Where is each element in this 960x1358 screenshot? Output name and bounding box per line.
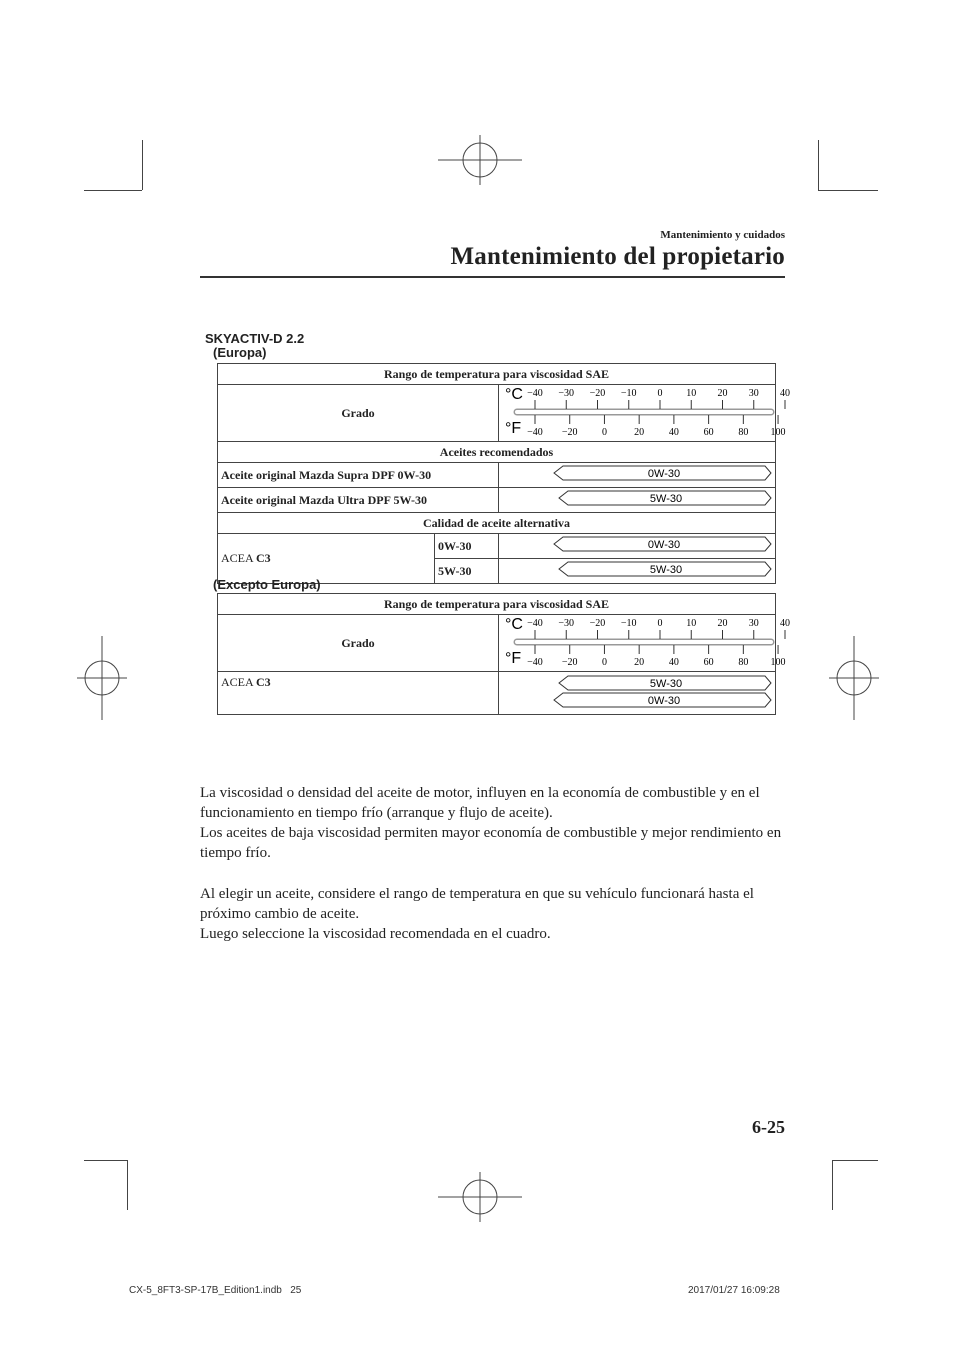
svg-text:0W-30: 0W-30 <box>647 539 681 551</box>
celsius-unit: °C <box>505 386 523 403</box>
temperature-scale <box>499 615 790 668</box>
registration-mark-left <box>77 636 127 720</box>
viscosity-range-cell <box>499 463 776 488</box>
section-label: Mantenimiento y cuidados <box>660 229 785 241</box>
acea-class: C3 <box>256 551 271 565</box>
viscosity-range-cell <box>499 672 776 715</box>
paragraph: Al elegir un aceite, considere el rango de temperatura en que su vehículo funcionará hasta el próximo cambio de aceite. <box>200 886 754 922</box>
viscosity-range-bar <box>499 534 775 554</box>
registration-mark-bottom <box>438 1172 522 1222</box>
viscosity-range-cell <box>499 488 776 513</box>
grade-label: Grado <box>218 615 499 672</box>
fahrenheit-tick-label: 20 <box>634 657 645 668</box>
alt-grade-label: 5W-30 <box>435 559 499 584</box>
temperature-scale-cell <box>499 385 790 442</box>
celsius-tick-label: 30 <box>748 618 759 629</box>
page-title: Mantenimiento del propietario <box>450 243 785 270</box>
engine-label: SKYACTIV-D 2.2 <box>205 331 305 346</box>
paragraph: Los aceites de baja viscosidad permiten mayor economía de combustible y mejor rendimiento en tiempo frío. <box>200 825 782 861</box>
fahrenheit-tick-label: 100 <box>770 427 786 438</box>
celsius-tick-label: 10 <box>686 618 697 629</box>
page-number: 6-25 <box>752 1117 785 1137</box>
table-row-label: Aceite original Mazda Ultra DPF 5W-30 <box>218 488 499 513</box>
celsius-tick-label: −10 <box>620 618 637 629</box>
svg-text:5W-30: 5W-30 <box>649 678 683 690</box>
svg-text:5W-30: 5W-30 <box>649 493 683 505</box>
fahrenheit-tick-label: −40 <box>527 427 543 438</box>
alternative-oils-header: Calidad de aceite alternativa <box>218 513 776 534</box>
viscosity-table-europe <box>217 363 790 584</box>
region-non-europe-label: (Excepto Europa) <box>213 577 321 592</box>
grade-label: Grado <box>218 385 499 442</box>
fahrenheit-tick-label: 40 <box>668 657 679 668</box>
viscosity-range-cell <box>499 559 776 584</box>
celsius-tick-label: 20 <box>717 618 728 629</box>
celsius-tick-label: 20 <box>717 388 728 399</box>
fahrenheit-unit: °F <box>505 420 522 437</box>
region-europe-label: (Europa) <box>213 345 267 360</box>
acea-cell <box>218 672 499 715</box>
celsius-tick-label: −40 <box>527 618 543 629</box>
celsius-tick-label: −30 <box>558 618 575 629</box>
table-header: Rango de temperatura para viscosidad SAE <box>218 594 776 615</box>
fahrenheit-tick-label: 0 <box>601 427 607 438</box>
temperature-scale <box>499 385 790 438</box>
fahrenheit-tick-label: 0 <box>601 657 607 668</box>
fahrenheit-tick-label: −40 <box>527 657 543 668</box>
alt-grade-label: 0W-30 <box>435 534 499 559</box>
fahrenheit-tick-label: 80 <box>738 657 749 668</box>
registration-mark-top <box>438 135 522 185</box>
viscosity-range-bar <box>499 488 775 508</box>
celsius-tick-label: −10 <box>620 388 637 399</box>
header-divider <box>200 276 785 278</box>
acea-prefix: ACEA <box>221 675 254 689</box>
temperature-scale-cell <box>499 615 790 672</box>
acea-prefix: ACEA <box>221 551 254 565</box>
fahrenheit-tick-label: 80 <box>738 427 749 438</box>
celsius-tick-label: 30 <box>748 388 759 399</box>
celsius-tick-label: 0 <box>657 618 663 629</box>
acea-class: C3 <box>256 675 271 689</box>
body-text <box>200 783 790 944</box>
fahrenheit-tick-label: 20 <box>634 427 645 438</box>
fahrenheit-tick-label: −20 <box>561 427 578 438</box>
svg-text:5W-30: 5W-30 <box>649 564 683 576</box>
footer-timestamp: 2017/01/27 16:09:28 <box>688 1285 780 1296</box>
table-header: Rango de temperatura para viscosidad SAE <box>218 364 776 385</box>
celsius-tick-label: 40 <box>780 618 790 629</box>
paragraph: La viscosidad o densidad del aceite de motor, influyen en la economía de combustible y en el funcionamiento en tiempo frío (arranque y flujo de aceite). <box>200 785 760 821</box>
acea-cell <box>218 534 435 584</box>
registration-mark-right <box>829 636 879 720</box>
celsius-tick-label: 10 <box>686 388 697 399</box>
fahrenheit-tick-label: 60 <box>703 657 714 668</box>
celsius-tick-label: 0 <box>657 388 663 399</box>
viscosity-range-bar <box>499 559 775 579</box>
celsius-tick-label: −20 <box>589 618 606 629</box>
viscosity-range-cell <box>499 534 776 559</box>
fahrenheit-tick-label: 60 <box>703 427 714 438</box>
fahrenheit-tick-label: −20 <box>561 657 578 668</box>
celsius-tick-label: 40 <box>780 388 790 399</box>
footer-file: CX-5_8FT3-SP-17B_Edition1.indb 25 <box>129 1285 302 1296</box>
viscosity-range-bar <box>499 463 775 483</box>
celsius-tick-label: −40 <box>527 388 543 399</box>
svg-text:0W-30: 0W-30 <box>647 695 681 707</box>
fahrenheit-unit: °F <box>505 650 522 667</box>
celsius-tick-label: −30 <box>558 388 575 399</box>
viscosity-range-bars <box>499 672 775 710</box>
svg-text:0W-30: 0W-30 <box>647 468 681 480</box>
fahrenheit-tick-label: 100 <box>770 657 786 668</box>
table-row-label: Aceite original Mazda Supra DPF 0W-30 <box>218 463 499 488</box>
paragraph: Luego seleccione la viscosidad recomendada en el cuadro. <box>200 926 551 942</box>
viscosity-table-non-europe <box>217 593 790 715</box>
celsius-tick-label: −20 <box>589 388 606 399</box>
celsius-unit: °C <box>505 616 523 633</box>
fahrenheit-tick-label: 40 <box>668 427 679 438</box>
recommended-oils-header: Aceites recomendados <box>218 442 776 463</box>
